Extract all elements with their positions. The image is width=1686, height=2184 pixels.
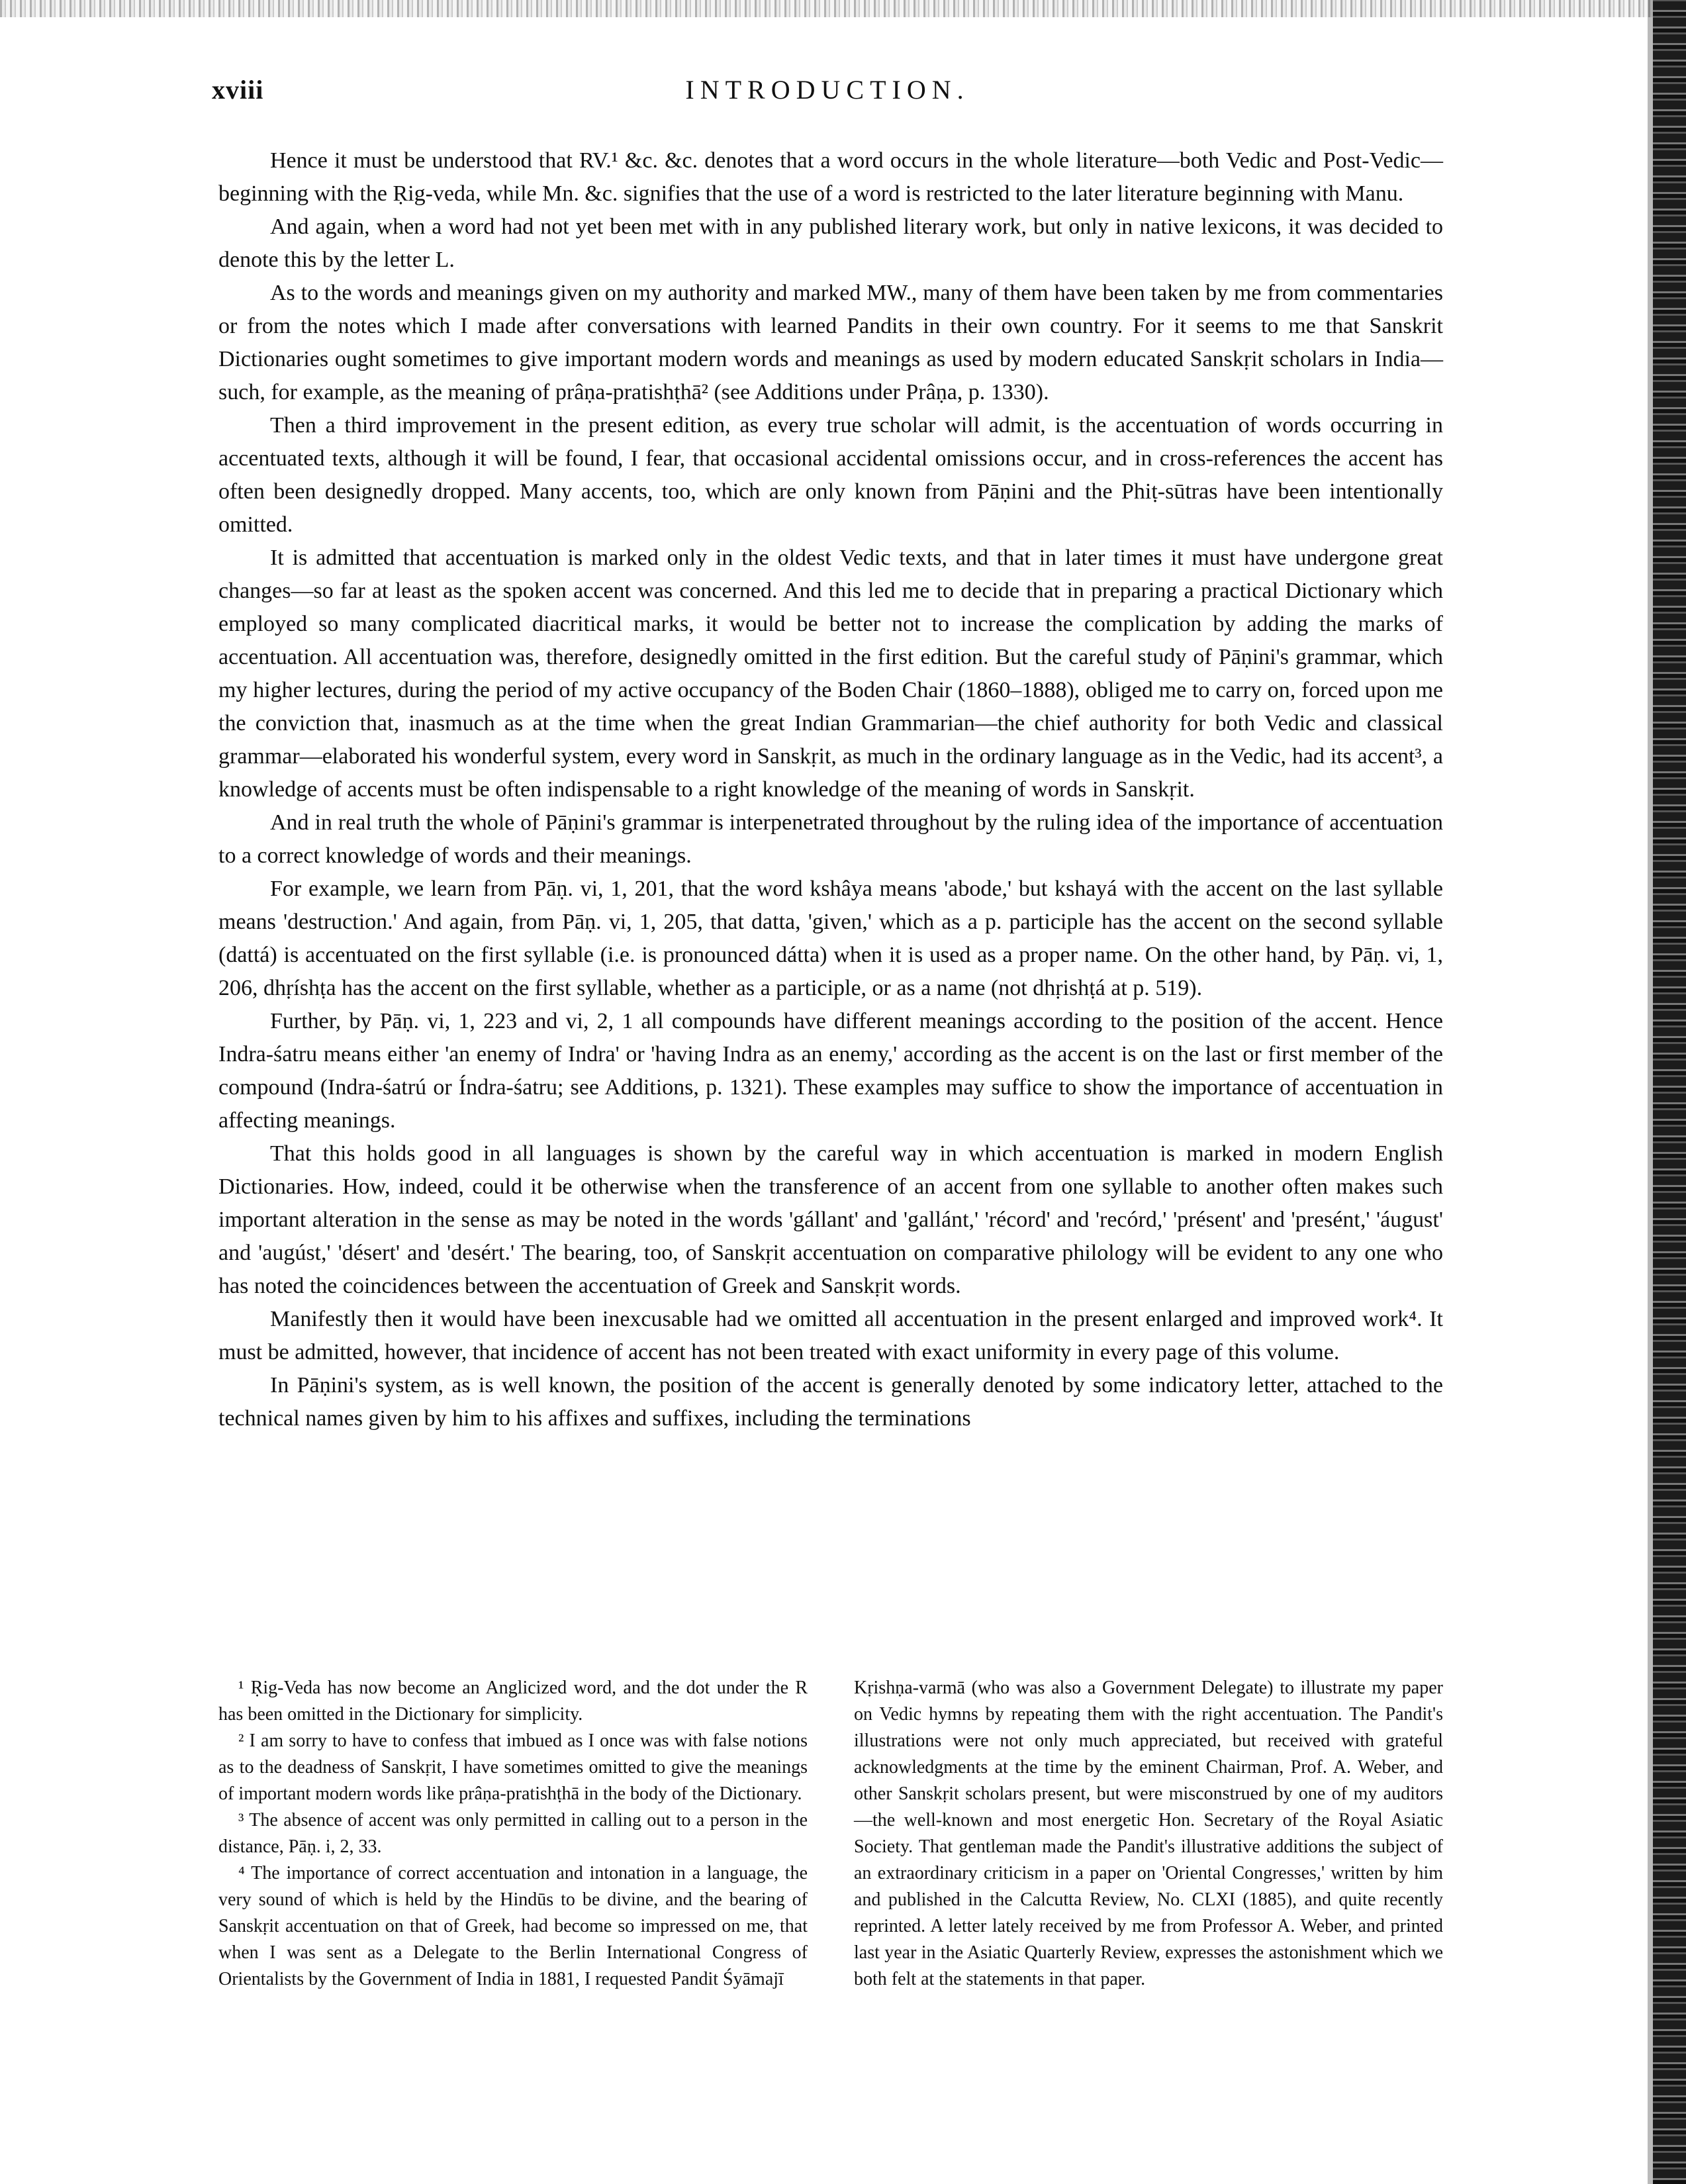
paragraph-1: Hence it must be understood that RV.¹ &c. &c. denotes that a word occurs in the whole literature—both Vedic and Post-Vedic—beginning with the Ṛig-veda, while Mn. &c. signifies that the use of a word is restricted to the later literature beginning with Manu. bbox=[218, 148, 1443, 206]
footnote-1: ¹ Ṛig-Veda has now become an Anglicized word, and the dot under the R has been omitted in the Dictionary for simplicity. bbox=[218, 1678, 808, 1725]
paragraph-10: Manifestly then it would have been inexcusable had we omitted all accentuation in the present enlarged and improved work⁴. It must be admitted, however, that incidence of accent has not been treated with exact uniformity in every page of this volume. bbox=[218, 1307, 1443, 1364]
paragraph-3: As to the words and meanings given on my authority and marked MW., many of them have been taken by me from commentaries or from the notes which I made after conversations with learned Pandits in their own country. For it seems to me that Sanskrit Dictionaries ought sometimes to give important modern words and meanings as used by modern educated Sanskṛit scholars in India—such, for example, as the meaning of prâṇa-pratishṭhā² (see Additions under Prâṇa, p. 1330). bbox=[218, 281, 1443, 404]
scan-top-edge bbox=[0, 0, 1686, 17]
scan-binding-shadow bbox=[1648, 0, 1653, 2184]
page-number: xviii bbox=[212, 75, 264, 105]
footnote-4: ⁴ The importance of correct accentuation and intonation in a language, the very sound of which is held by the Hindūs to be divine, and the bearing of Sanskṛit accentuation on that of Greek, had become so impressed on me, that when I was sent as a Delegate to the Berlin International Congress of Orientalists by the Government of India in 1881, I requested Pandit Śyāmajī bbox=[218, 1863, 808, 1989]
footnotes-right-column bbox=[854, 1675, 1443, 1993]
scan-right-edge bbox=[1653, 0, 1686, 2184]
paragraph-11: In Pāṇini's system, as is well known, the position of the accent is generally denoted by some indicatory letter, attached to the technical names given by him to his affixes and suffixes, including the terminations bbox=[218, 1373, 1443, 1431]
footnote-2: ² I am sorry to have to confess that imbued as I once was with false notions as to the deadness of Sanskṛit, I have sometimes omitted to give the meanings of important modern words like prâṇa-pratishṭhā in the body of the Dictionary. bbox=[218, 1731, 808, 1804]
paragraph-4: Then a third improvement in the present edition, as every true scholar will admit, is the accentuation of words occurring in accentuated texts, although it will be found, I fear, that occasional accidental omissions occur, and in cross-references the accent has often been designedly dropped. Many accents, too, which are only known from Pāṇini and the Phiṭ-sūtras have been intentionally omitted. bbox=[218, 413, 1443, 537]
paragraph-8: Further, by Pāṇ. vi, 1, 223 and vi, 2, 1 all compounds have different meanings according to the position of the accent. Hence Indra-śatru means either 'an enemy of Indra' or 'having Indra as an enemy,' according as the accent is on the last or first member of the compound (Indra-śatrú or Índra-śatru; see Additions, p. 1321). These examples may suffice to show the importance of accentuation in affecting meanings. bbox=[218, 1009, 1443, 1133]
main-text bbox=[218, 144, 1443, 1435]
paragraph-5: It is admitted that accentuation is marked only in the oldest Vedic texts, and that in later times it must have undergone great changes—so far at least as the spoken accent was concerned. And this led me to decide that in preparing a practical Dictionary which employed so many complicated diacritical marks, it would be better not to increase the complication by adding the marks of accentuation. All accentuation was, therefore, designedly omitted in the first edition. But the careful study of Pāṇini's grammar, which my higher lectures, during the period of my active occupancy of the Boden Chair (1860–1888), obliged me to carry on, forced upon me the conviction that, inasmuch as at the time when the great Indian Grammarian—the chief authority for both Vedic and classical grammar—elaborated his wonderful system, every word in Sanskṛit, as much in the ordinary language as in the Vedic, had its accent³, a knowledge of accents must be often indispensable to a right knowledge of the meaning of words in Sanskṛit. bbox=[218, 546, 1443, 802]
paragraph-6: And in real truth the whole of Pāṇini's grammar is interpenetrated throughout by the ruling idea of the importance of accentuation to a correct knowledge of words and their meanings. bbox=[218, 810, 1443, 868]
paragraph-7: For example, we learn from Pāṇ. vi, 1, 201, that the word kshâya means 'abode,' but kshayá with the accent on the last syllable means 'destruction.' And again, from Pāṇ. vi, 1, 205, that datta, 'given,' which as a p. participle has the accent on the second syllable (dattá) is accentuated on the first syllable (i.e. is pronounced dátta) when it is used as a proper name. On the other hand, by Pāṇ. vi, 1, 206, dhṛíshṭa has the accent on the first syllable, whether as a participle, or as a name (not dhṛishṭá at p. 519). bbox=[218, 877, 1443, 1000]
footnotes-left-column bbox=[218, 1675, 808, 1993]
paragraph-9: That this holds good in all languages is shown by the careful way in which accentuation is marked in modern English Dictionaries. How, indeed, could it be otherwise when the transference of an accent from one syllable to another often makes such important alteration in the sense as may be noted in the words 'gállant' and 'gallánt,' 'récord' and 'recórd,' 'présent' and 'presént,' 'áugust' and 'augúst,' 'désert' and 'desért.' The bearing, too, of Sanskṛit accentuation on comparative philology will be evident to any one who has noted the coincidences between the accentuation of Greek and Sanskṛit words. bbox=[218, 1141, 1443, 1298]
paragraph-2: And again, when a word had not yet been met with in any published literary work, but only in native lexicons, it was decided to denote this by the letter L. bbox=[218, 214, 1443, 272]
footnote-4-continued: Kṛishṇa-varmā (who was also a Government Delegate) to illustrate my paper on Vedic hymns by repeating them with the right accentuation. The Pandit's illustrations were not only much appreciated, but received with grateful acknowledgments at the time by the eminent Chairman, Prof. A. Weber, and other Sanskṛit scholars present, but were misconstrued by one of my auditors—the well-known and most energetic Hon. Secretary of the Royal Asiatic Society. That gentleman made the Pandit's illustrative additions the subject of an extraordinary criticism in a paper on 'Oriental Congresses,' written by him and published in the Calcutta Review, No. CLXI (1885), and quite recently reprinted. A letter lately received by me from Professor A. Weber, and printed last year in the Asiatic Quarterly Review, expresses the astonishment which we both felt at the statements in that paper. bbox=[854, 1678, 1443, 1989]
footnotes bbox=[218, 1675, 1443, 1993]
running-head: INTRODUCTION. bbox=[685, 75, 970, 105]
page-header bbox=[212, 74, 1443, 114]
footnote-3: ³ The absence of accent was only permitted in calling out to a person in the distance, Pāṇ. i, 2, 33. bbox=[218, 1810, 808, 1857]
